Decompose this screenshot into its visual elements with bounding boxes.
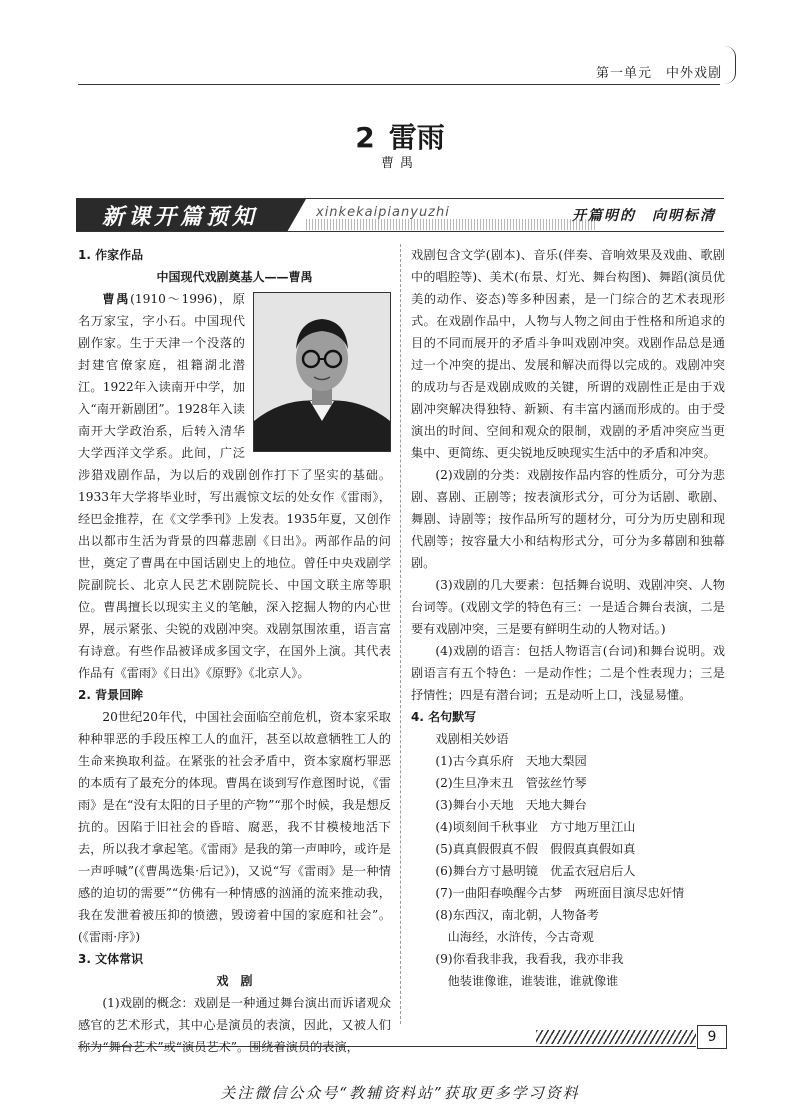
- lesson-number: 2: [355, 121, 375, 154]
- quote-line-continued: 山海经，水浒传，今古奇观: [447, 930, 594, 944]
- quotes-intro: 戏剧相关妙语: [435, 732, 509, 746]
- section-heading-works: 1. 作家作品: [78, 248, 144, 262]
- quote-line: (4)顷刻间千秋事业 方寸地万里江山: [435, 820, 636, 834]
- quote-line: (1)古今真乐府 天地大梨园: [435, 754, 587, 768]
- footer-divider: [78, 1046, 696, 1047]
- section-heading-background: 2. 背景回眸: [78, 688, 144, 702]
- lesson-title: [0, 116, 800, 156]
- quote-line: (3)舞台小天地 天地大舞台: [435, 798, 587, 812]
- quote-line: (5)真真假假真不假 假假真真假如真: [435, 842, 636, 856]
- drama-elements: (3)戏剧的几大要素：包括舞台说明、戏剧冲突、人物台词等。(戏剧文学的特色有三：一是适合舞台表演，二是要有戏剧冲突，三是要有鲜明生动的人物对话。): [411, 578, 725, 636]
- drama-concept-paragraph: (1)戏剧的概念：戏剧是一种通过舞台演出而诉诸观众感官的艺术形式，其中心是演员的表演，因此，又被人们称为“舞台艺术”或“演员艺术”。围绕着演员的表演，: [78, 996, 391, 1054]
- quote-line: (7)一曲阳春唤醒今古梦 两班面目演尽忠奸情: [435, 886, 685, 900]
- unit-header: 第一单元 中外戏剧: [595, 66, 722, 81]
- author-name: 曹禺: [380, 156, 419, 171]
- drama-concept-continued: 戏剧包含文学(剧本)、音乐(伴奏、音响效果及戏曲、歌剧中的唱腔等)、美术(布景、灯光、舞台构图)、舞蹈(演员优美的动作、姿态)等多种因素，是一门综合的艺术表现形式。在戏剧作品中，人物与人物之间由于性格和所追求的目的不同而展开的矛盾斗争叫戏剧冲突。戏剧作品总是通过一个冲突的提出、发展和解决而得以完成的。戏剧冲突的成功与否是戏剧成败的关键，所谓的戏剧性正是由于戏剧冲突解决得独特、新颖、有丰富内涵而形成的。由于受演出的时间、空间和观众的限制，戏剧的矛盾冲突应当更集中、更简练、更尖锐地反映现实生活中的矛盾和冲突。: [411, 248, 725, 460]
- quote-line-continued: 他装谁像谁，谁装谁，谁就像谁: [447, 974, 619, 988]
- author-name-bold: 曹禺: [102, 292, 131, 306]
- author-bio-text: (1910～1996)，原名万家宝，字小石。中国现代剧作家。生于天津一个没落的封建官僚家庭，祖籍湖北潜江。1922年入读南开中学，加入“南开新剧团”。1928年入读南开大学政治系，后转入清华大学西洋文学系。此间，广泛涉猎戏剧作品，为以后的戏剧创作打下了坚实的基础。1933年大学将毕业时，写出震惊文坛的处女作《雷雨》，经巴金推荐，在《文学季刊》上发表。1935年夏，又创作出以都市生活为背景的四幕悲剧《日出》。两部作品的问世，奠定了曹禺在中国话剧史上的地位。曾任中央戏剧学院副院长、北京人民艺术剧院院长、中国文联主席等职位。曹禺擅长以现实主义的笔触，深入挖掘人物的内心世界，展示紧张、尖锐的戏剧冲突。戏剧氛围浓重，语言富有诗意。有些作品被译成多国文字，在国外上演。其代表作品有《雷雨》《日出》《原野》《北京人》。: [78, 292, 391, 680]
- subheading-founder: 中国现代戏剧奠基人——曹禺: [156, 270, 313, 284]
- banner-pinyin: xinkekaipianyuzhi: [316, 205, 450, 220]
- left-column: [78, 244, 391, 1058]
- section-heading-quotes: 4. 名句默写: [411, 710, 477, 724]
- drama-classification: (2)戏剧的分类：戏剧按作品内容的性质分，可分为悲剧、喜剧、正剧等；按表演形式分，可分为话剧、歌剧、舞剧、诗剧等；按作品所写的题材分，可分为历史剧和现代剧等；按容量大小和结构形式分，可分为多幕剧和独幕剧。: [411, 468, 725, 570]
- footer-note: 关注微信公众号“教辅资料站”获取更多学习资料: [220, 1084, 580, 1102]
- column-divider: [400, 244, 401, 1024]
- footer-hatch-decoration: [536, 1030, 696, 1044]
- background-paragraph: 20世纪20年代，中国社会面临空前危机，资本家采取种种罪恶的手段压榨工人的血汗，甚至以故意牺牲工人的生命来换取利益。在紧张的社会矛盾中，资本家腐朽罪恶的本质有了最充分的体现。曹禺在谈到写作意图时说，《雷雨》是在“没有太阳的日子里的产物”“那个时候，我是想反抗的。因陷于旧社会的昏暗、腐恶，我不甘模棱地活下去，所以我才拿起笔。《雷雨》是我的第一声呻吟，或许是一声呼喊”(《曹禺选集·后记》)，又说“写《雷雨》是一种情感的迫切的需要”“仿佛有一种情感的汹涌的流来推动我，我在发泄着被压抑的愤懑，毁谤着中国的家庭和社会”。(《雷雨·序》): [78, 710, 391, 944]
- quote-line: (2)生旦净末丑 管弦丝竹琴: [435, 776, 587, 790]
- header-divider: [78, 84, 720, 85]
- right-column: [411, 244, 725, 992]
- banner-title: 新课开篇预知: [102, 205, 259, 230]
- drama-language: (4)戏剧的语言：包括人物语言(台词)和舞台说明。戏剧语言有五个特色：一是动作性；二是个性表现力；三是抒情性；四是有潜台词；五是动听上口，浅显易懂。: [411, 644, 725, 702]
- section-banner: [76, 198, 724, 232]
- lesson-title-text: 雷雨: [388, 121, 445, 154]
- author-portrait: [253, 292, 391, 452]
- banner-stripes: [306, 219, 596, 230]
- header-bracket-decoration: [725, 46, 736, 84]
- subheading-drama: 戏 剧: [216, 974, 253, 988]
- quote-line: (6)舞台方寸悬明镜 优孟衣冠启后人: [435, 864, 636, 878]
- page-number: 9: [697, 1025, 727, 1049]
- quote-line: (9)你看我非我，我看我，我亦非我: [435, 952, 624, 966]
- banner-motto: 开篇明的 向明标清: [572, 208, 716, 224]
- quote-line: (8)东西汉，南北朝，人物备考: [435, 908, 599, 922]
- section-heading-genre: 3. 文体常识: [78, 952, 144, 966]
